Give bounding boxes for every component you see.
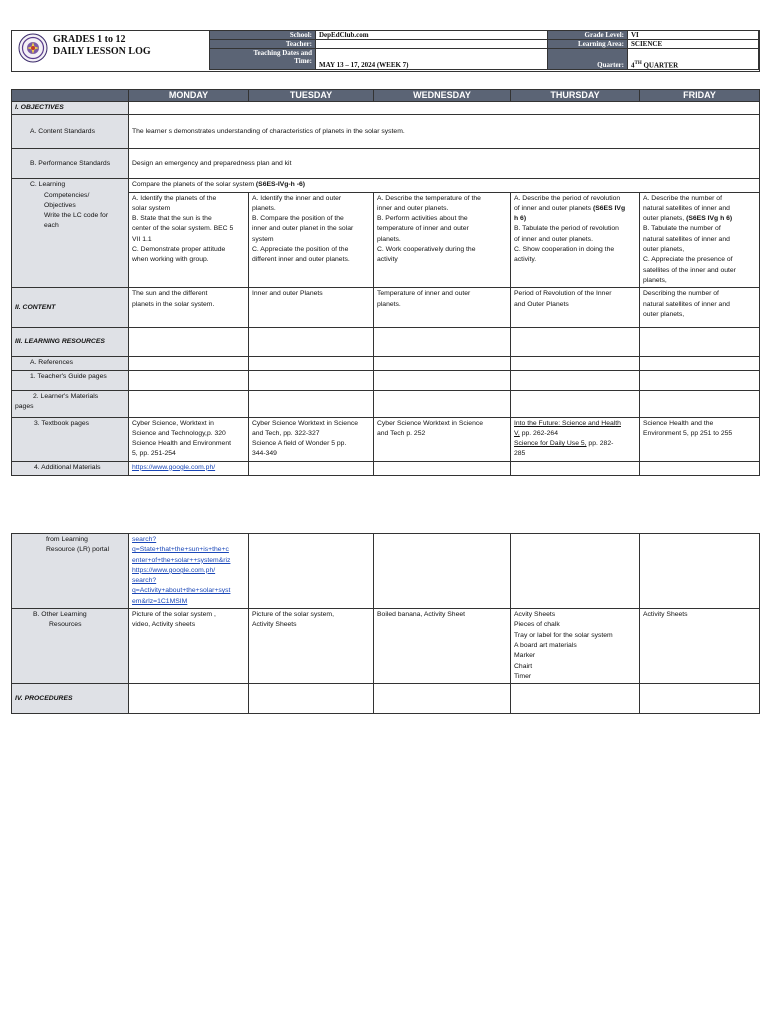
objectives-heading: I. OBJECTIVES [12,102,129,115]
header-info-table [209,30,759,70]
text-line: 344-349 [252,450,277,458]
text-line: Activity Sheets [643,611,688,619]
content-standards-text: The learner s demonstrates understanding of characteristics of planets in the solar system. [129,115,760,149]
empty-cell [640,370,760,390]
empty-cell [129,357,249,370]
pages-text: pp. 282- [586,440,614,448]
empty-cell [249,461,374,475]
day-monday: MONDAY [129,90,249,102]
grade-label: Grade Level: [548,31,628,40]
text-line: Acvity Sheets [514,611,556,619]
portal-link[interactable]: enter+of+the+solar++system&riz [132,556,231,564]
school-label: School: [210,31,316,40]
lesson-log-table-continued [11,533,760,714]
text-line: A. Identify the planets of the [132,194,217,202]
text-line: Pieces of chalk [514,621,560,629]
dates-value: MAY 13 – 17, 2024 (WEEK 7) [316,49,548,70]
textbook-wednesday [374,417,511,461]
content-standards-label: A. Content Standards [12,115,129,149]
additional-materials-label: 4. Additional Materials [12,461,129,475]
text-part: of inner and outer planets [514,204,593,212]
text-line: Boiled banana, Activity Sheet [377,611,466,619]
text-line: Science A field of Wonder 5 pp. [252,440,347,448]
text-line: Activity Sheets [252,621,297,629]
quarter-sup: TH [634,60,642,66]
empty-cell [640,684,760,714]
text-line: Picture of the solar system , [132,611,216,619]
text-line: inner and outer planet in the solar [252,225,354,233]
text-line: activity [377,256,398,264]
dates-label-line2: Time: [294,57,312,65]
empty-cell [374,357,511,370]
empty-cell [129,370,249,390]
text-line: C. Work cooperatively during the [377,246,476,254]
empty-cell [640,534,760,609]
empty-cell [374,370,511,390]
empty-cell [511,328,640,357]
lc-friday [640,192,760,288]
portal-link[interactable]: search? [132,536,157,543]
learning-resources-heading: III. LEARNING RESOURCES [12,328,129,357]
text-line: C. Show cooperation in doing the [514,246,615,254]
empty-cell [640,390,760,417]
text-line: of inner and outer planets. [514,235,593,243]
lc-label-line: Competencies/ [44,191,90,199]
lc-thursday [511,192,640,288]
log-title [53,34,203,58]
empty-cell [374,390,511,417]
empty-cell [249,534,374,609]
portal-link[interactable]: q=Activity+about+the+solar+syst [132,587,231,595]
title-grades: GRADES 1 to 12 [53,34,126,45]
text-line [514,439,636,449]
additional-monday [129,461,249,475]
competency-span [129,179,760,192]
text-line: A. Describe the number of [643,194,722,202]
empty-cell [511,461,640,475]
text-line: B. Other Learning [33,611,87,619]
text-line: The sun and the different [132,290,208,298]
text-line: Science and Technology,p. 320 [132,429,226,437]
text-line: VII 1.1 [132,235,152,243]
text-line: A. Describe the temperature of the [377,194,481,202]
procedures-heading: IV. PROCEDURES [12,684,129,714]
empty-cell [374,328,511,357]
text-line: system [252,235,274,243]
code-part: (S6ES IVg h 6) [686,215,733,223]
empty-cell [249,684,374,714]
empty-cell [374,684,511,714]
other-tuesday [249,609,374,684]
day-friday: FRIDAY [640,90,760,102]
text-line: planets. [252,204,276,212]
objectives-blank [129,102,760,115]
text-line: video, Activity sheets [132,621,196,629]
lesson-log-table [11,89,760,476]
other-monday [129,609,249,684]
lc-wednesday [374,192,511,288]
text-line: A. Describe the period of revolution [514,194,621,202]
text-line: B. Tabulate the number of [643,225,721,233]
text-line: and Tech p. 252 [377,429,426,437]
text-line: Resource (LR) portal [46,546,110,554]
text-line: Describing the number of [643,290,719,298]
text-line: Temperature of inner and outer [377,290,471,298]
content-friday [640,288,760,328]
text-line: when working with group. [132,256,209,264]
textbook-thursday [511,417,640,461]
teachers-guide-label: 1. Teacher's Guide pages [12,370,129,390]
school-value: DepEdClub.com [316,31,548,40]
text-line: solar system [132,204,171,212]
textbook-friday [640,417,760,461]
content-tuesday [249,288,374,328]
lc-label-line: C. Learning [30,181,66,189]
dates-label-line1: Teaching Dates and [253,49,312,57]
text-line: Science Health and the [643,419,714,427]
empty-cell [640,328,760,357]
text-line: natural satellites of inner and [643,235,730,243]
text-line: Tray or label for the solar system [514,631,613,639]
text-line: and Outer Planets [514,300,569,308]
text-line: outer planets, [643,310,685,318]
content-heading: II. CONTENT [12,288,129,328]
empty-cell [374,461,511,475]
text-line: Cyber Science, Worktext in [132,419,214,427]
teacher-label: Teacher: [210,40,316,49]
empty-cell [249,357,374,370]
empty-cell [640,461,760,475]
text-line: Cyber Science Worktext in Science [377,419,484,427]
lc-label-line: each [44,222,59,230]
text-line: Inner and outer Planets [252,290,323,298]
quarter-label: Quarter: [548,49,628,70]
textbook-tuesday [249,417,374,461]
lc-tuesday [249,192,374,288]
lr-portal-label [12,534,129,609]
text-line: B. Compare the position of the [252,215,344,223]
textbook-link[interactable]: V, [514,429,520,437]
lc-label-line: Write the LC code for [44,212,109,220]
text-line: A board art materials [514,641,577,649]
empty-cell [511,370,640,390]
text-line: Cyber Science Worktext in Science [252,419,359,427]
text-line: planets, [643,276,667,284]
text-line: 5, pp. 251-254 [132,450,176,458]
text-line: Resources [49,621,82,629]
day-header-row [12,90,760,102]
content-wednesday [374,288,511,328]
deped-seal-icon [18,33,48,63]
performance-standards-label: B. Performance Standards [12,149,129,179]
text-line: center of the solar system. BEC 5 [132,225,234,233]
teacher-value [316,40,548,49]
dates-label [210,49,316,70]
text-line: B. Tabulate the period of revolution [514,225,619,233]
quarter-value [628,49,759,70]
empty-cell [129,390,249,417]
text-line: Environment 5, pp 251 to 255 [643,429,733,437]
quarter-word: QUARTER [641,61,679,69]
text-line [643,214,756,224]
text-line: planets. [377,300,401,308]
text-line: temperature of inner and outer [377,225,469,233]
text-line: inner and outer planets. [377,204,449,212]
empty-cell [511,357,640,370]
text-line: Marker [514,652,536,660]
empty-cell [249,328,374,357]
empty-cell [374,534,511,609]
other-wednesday [374,609,511,684]
code-part: (S6ES IVg [592,204,626,212]
empty-cell [640,357,760,370]
other-resources-label [12,609,129,684]
empty-cell [249,370,374,390]
text-line: different inner and outer planets. [252,256,350,264]
text-line: C. Appreciate the presence of [643,256,733,264]
text-line [514,429,636,439]
competency-text: Compare the planets of the solar system [132,181,256,189]
text-line: natural satellites of inner and [643,204,730,212]
other-thursday [511,609,640,684]
text-line: Chairt [514,662,533,670]
empty-cell [511,390,640,417]
text-line: planets in the solar system. [132,300,215,308]
content-monday [129,288,249,328]
title-dll: DAILY LESSON LOG [53,46,151,57]
portal-link[interactable]: q=State+that+the+sun+is+the+c [132,546,229,554]
area-label: Learning Area: [548,40,628,49]
text-line: and Tech, pp. 322-327 [252,429,320,437]
text-line: h 6) [514,215,527,223]
text-line: planets. [377,235,401,243]
quarter-num: 4 [631,61,635,69]
lr-portal-monday [129,534,249,609]
performance-standards-text: Design an emergency and preparedness plan and kit [129,149,760,179]
text-line: 2. Learner's Materials [33,392,99,400]
text-line: B. State that the sun is the [132,215,212,223]
empty-cell [511,684,640,714]
portal-link[interactable]: search? [132,577,157,585]
other-friday [640,609,760,684]
text-line: Science Health and Environment [132,440,231,448]
text-line: B. Perform activities about the [377,215,468,223]
header-corner [12,90,129,102]
textbook-monday [129,417,249,461]
text-line: satellites of the inner and outer [643,266,736,274]
text-line: Timer [514,672,532,680]
competency-code: (S6ES-IVg-h -6) [255,181,306,189]
empty-cell [511,534,640,609]
portal-link[interactable]: em&rlz=1C1MSIM [132,597,188,605]
day-tuesday: TUESDAY [249,90,374,102]
learners-materials-label [12,390,129,417]
text-line: C. Demonstrate proper attitude [132,246,226,254]
portal-link[interactable]: https://www.google.com.ph/ [132,566,216,574]
day-wednesday: WEDNESDAY [374,90,511,102]
google-link[interactable]: https://www.google.com.ph/ [132,463,216,471]
text-line: 285 [514,450,526,458]
references-label: A. References [12,357,129,370]
text-line: natural satellites of inner and [643,300,730,308]
content-thursday [511,288,640,328]
textbook-pages-label: 3. Textbook pages [12,417,129,461]
text-line: A. Identify the inner and outer [252,194,342,202]
text-line: from Learning [46,536,88,543]
text-line: outer planets, [643,246,685,254]
text-part: outer planets, [643,215,687,223]
text-line: Period of Revolution of the Inner [514,290,612,298]
grade-value: VI [628,31,759,40]
textbook-link[interactable]: Into the Future: Science and Health [514,419,621,427]
empty-cell [129,328,249,357]
text-line: Picture of the solar system, [252,611,334,619]
text-line: C. Appreciate the position of the [252,246,349,254]
text-line: activity. [514,256,537,264]
text-line [514,204,636,214]
empty-cell [249,390,374,417]
area-value: SCIENCE [628,40,759,49]
textbook-link[interactable]: Science for Daily Use 5, [514,440,587,448]
text-line: pages [15,402,34,410]
lc-label-line: Objectives [44,201,76,209]
competencies-label [12,179,129,288]
day-thursday: THURSDAY [511,90,640,102]
lc-monday [129,192,249,288]
empty-cell [129,684,249,714]
pages-text: pp. 262-264 [519,429,558,437]
